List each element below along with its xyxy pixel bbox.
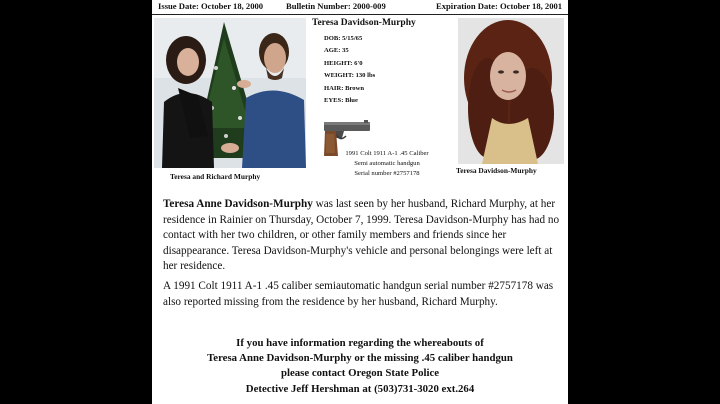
expiration-date: Expiration Date: October 18, 2001 [436, 1, 563, 11]
contact-line: Teresa Anne Davidson-Murphy or the missing .45 caliber handgun [207, 352, 513, 365]
body-paragraph-2: A 1991 Colt 1911 A-1 .45 caliber semiautomatic handgun serial number #2757178 was also reported missing from the residence by her husband, Richard Murphy. [163, 279, 554, 308]
fact-dob: DOB: 5/15/65 [324, 35, 363, 42]
subject-name: Teresa Davidson-Murphy [312, 18, 416, 28]
handgun-caption-line: 1991 Colt 1911 A-1 .45 Caliber [345, 150, 429, 157]
contact-line: Detective Jeff Hershman at (503)731-3020 ext.264 [245, 382, 475, 395]
body-paragraph-1 [163, 197, 563, 275]
contact-line: If you have information regarding the whereabouts of [236, 337, 484, 349]
subject-facts [324, 33, 375, 107]
couple-photo [154, 18, 306, 168]
portrait-photo-caption: Teresa Davidson-Murphy [456, 166, 537, 175]
fact-height: HEIGHT: 6'0 [324, 59, 363, 67]
couple-photo-caption: Teresa and Richard Murphy [170, 172, 261, 181]
fact-hair: HAIR: Brown [324, 84, 364, 92]
missing-person-bulletin [152, 0, 568, 404]
body-lead-name: Teresa Anne Davidson-Murphy [163, 198, 313, 210]
fact-weight: WEIGHT: 130 lbs [324, 72, 376, 80]
bulletin-number: Bulletin Number: 2000-009 [286, 1, 386, 11]
fact-eyes: EYES: Blue [324, 97, 358, 105]
bulletin-body [163, 197, 563, 314]
handgun-caption-line: Serial number #2757178 [354, 170, 420, 177]
bulletin-header [152, 0, 568, 15]
fact-age: AGE: 35 [324, 47, 349, 55]
handgun-caption-line: Semi automatic handgun [354, 160, 420, 167]
portrait-photo [458, 18, 564, 164]
handgun-caption [338, 149, 436, 179]
body-paragraph-1-text: was last seen by her husband, Richard Murphy, at her residence in Rainier on Thursday, October 7, 1999. Teresa Davidson-Murphy has had no contact with her two children, or other family members and friends since her disappearance. Teresa Davidson-Murphy's vehicle and personal belongings were left at her residence. [163, 198, 560, 273]
contact-info [152, 336, 568, 397]
issue-date: Issue Date: October 18, 2000 [158, 1, 264, 11]
contact-line: please contact Oregon State Police [280, 367, 440, 380]
